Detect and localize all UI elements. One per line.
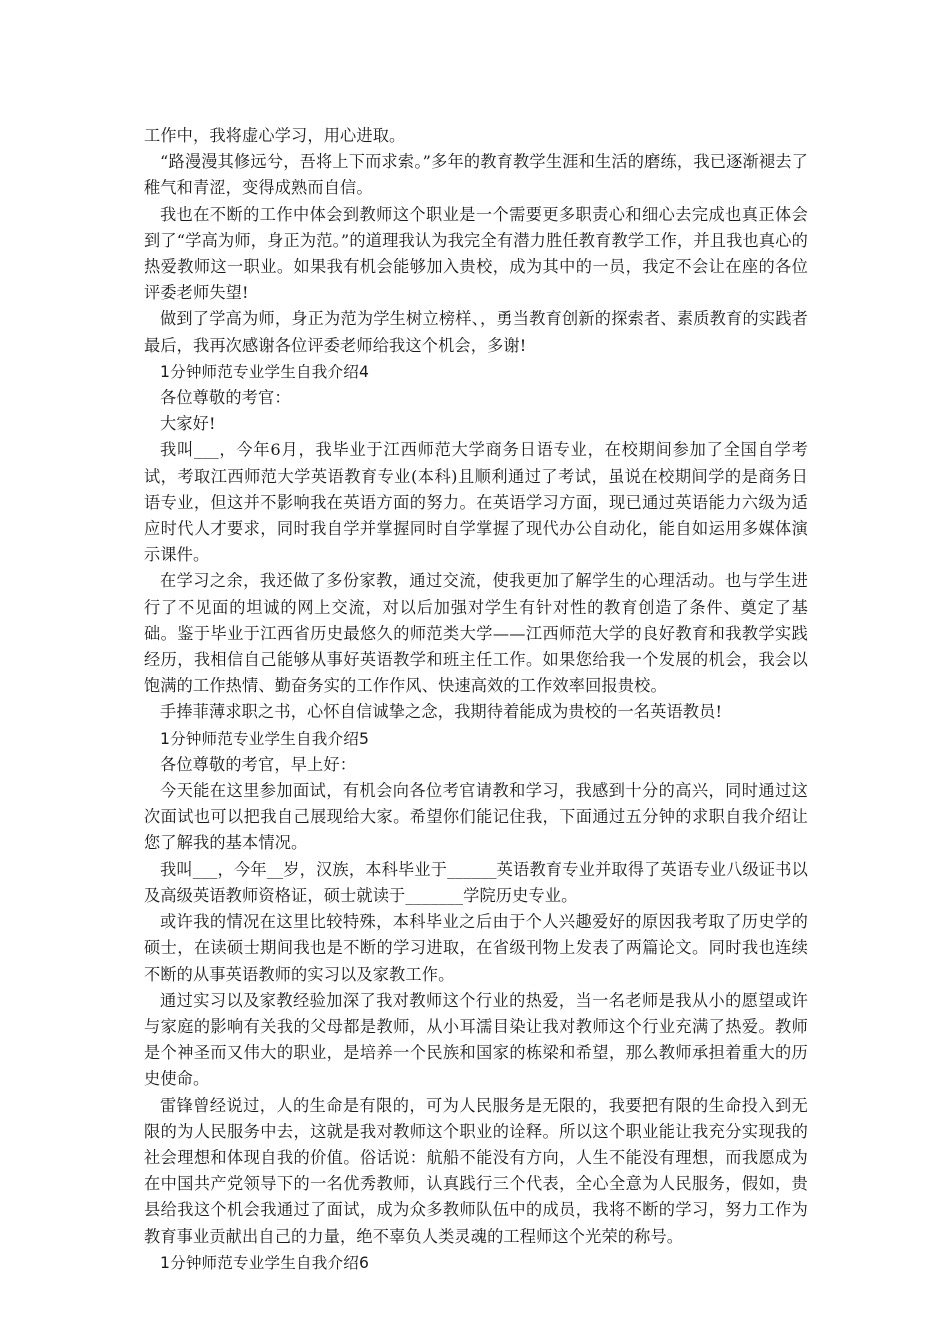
paragraph: 做到了学高为师，身正为范为学生树立榜样、，勇当教育创新的探索者、素质教育的实践者最后，我再次感谢各位评委老师给我这个机会，多谢! (144, 309, 808, 355)
paragraph: 各位尊敬的考官： (160, 388, 291, 408)
paragraph: 我也在不断的工作中体会到教师这个职业是一个需要更多职责心和细心去完成也真正体会到了“学高为师，身正为范。”的道理我认为我完全有潜力胜任教育教学工作，并且我也真心的热爱教师这一职业。如果我有机会能够加入贵校，成为其中的一员，我定不会让在座的各位评委老师失望! (144, 204, 808, 303)
section-heading: 1分钟师范专业学生自我介绍5 (160, 729, 370, 748)
paragraph: 我叫___，今年__岁，汉族，本科毕业于______英语教育专业并取得了英语专业八级证书以及高级英语教师资格证，硕士就读于_______学院历史专业。 (144, 859, 808, 905)
paragraph: 通过实习以及家教经验加深了我对教师这个行业的热爱，当一名老师是我从小的愿望或许与家庭的影响有关我的父母都是教师，从小耳濡目染让我对教师这个行业充满了热爱。教师是个神圣而又伟大的职业，是培养一个民族和国家的栋梁和希望，那么教师承担着重大的历史使命。 (144, 990, 808, 1089)
paragraph: 各位尊敬的考官，早上好： (160, 754, 357, 774)
paragraph: 手捧菲薄求职之书，心怀自信诚挚之念，我期待着能成为贵校的一名英语教员! (160, 702, 723, 722)
paragraph: “路漫漫其修远兮，吾将上下而求索。”多年的教育教学生涯和生活的磨练，我已逐渐褪去了稚气和青涩，变得成熟而自信。 (144, 152, 808, 198)
paragraph: 雷锋曾经说过，人的生命是有限的，可为人民服务是无限的，我要把有限的生命投入到无限的为人民服务中去，这就是我对教师这个职业的诠释。所以这个职业能让我充分实现我的社会理想和体现自我的价值。俗话说：航船不能没有方向，人生不能没有理想，而我愿成为在中国共产党领导下的一名优秀教师，认真践行三个代表，全心全意为人民服务，假如，贵县给我这个机会我通过了面试，成为众多教师队伍中的成员，我将不断的学习，努力工作为教育事业贡献出自己的力量，绝不辜负人类灵魂的工程师这个光荣的称号。 (144, 1095, 808, 1246)
paragraph: 大家好! (160, 414, 216, 434)
document-body (144, 123, 808, 1276)
paragraph: 我叫___，今年6月，我毕业于江西师范大学商务日语专业，在校期间参加了全国自学考试，考取江西师范大学英语教育专业(本科)且顺利通过了考试，虽说在校期间学的是商务日语专业，但这并不影响我在英语方面的努力。在英语学习方面，现已通过英语能力六级为适应时代人才要求，同时我自学并掌握同时自学掌握了现代办公自动化，能自如运用多媒体演示课件。 (144, 440, 808, 565)
section-heading: 1分钟师范专业学生自我介绍4 (160, 362, 370, 381)
paragraph: 在学习之余，我还做了多份家教，通过交流，使我更加了解学生的心理活动。也与学生进行了不见面的坦诚的网上交流，对以后加强对学生有针对性的教育创造了条件、奠定了基础。鉴于毕业于江西省历史最悠久的师范类大学——江西师范大学的良好教育和我教学实践经历，我相信自己能够从事好英语教学和班主任工作。如果您给我一个发展的机会，我会以饱满的工作热情、勤奋务实的工作作风、快速高效的工作效率回报贵校。 (144, 571, 808, 696)
paragraph: 今天能在这里参加面试，有机会向各位考官请教和学习，我感到十分的高兴，同时通过这次面试也可以把我自己展现给大家。希望你们能记住我，下面通过五分钟的求职自我介绍让您了解我的基本情况。 (144, 781, 808, 853)
section-heading: 1分钟师范专业学生自我介绍6 (160, 1253, 370, 1272)
paragraph: 工作中，我将虚心学习，用心进取。 (144, 126, 406, 145)
paragraph: 或许我的情况在这里比较特殊，本科毕业之后由于个人兴趣爱好的原因我考取了历史学的硕士，在读硕士期间我也是不断的学习进取，在省级刊物上发表了两篇论文。同时我也连续不断的从事英语教师的实习以及家教工作。 (144, 912, 808, 984)
